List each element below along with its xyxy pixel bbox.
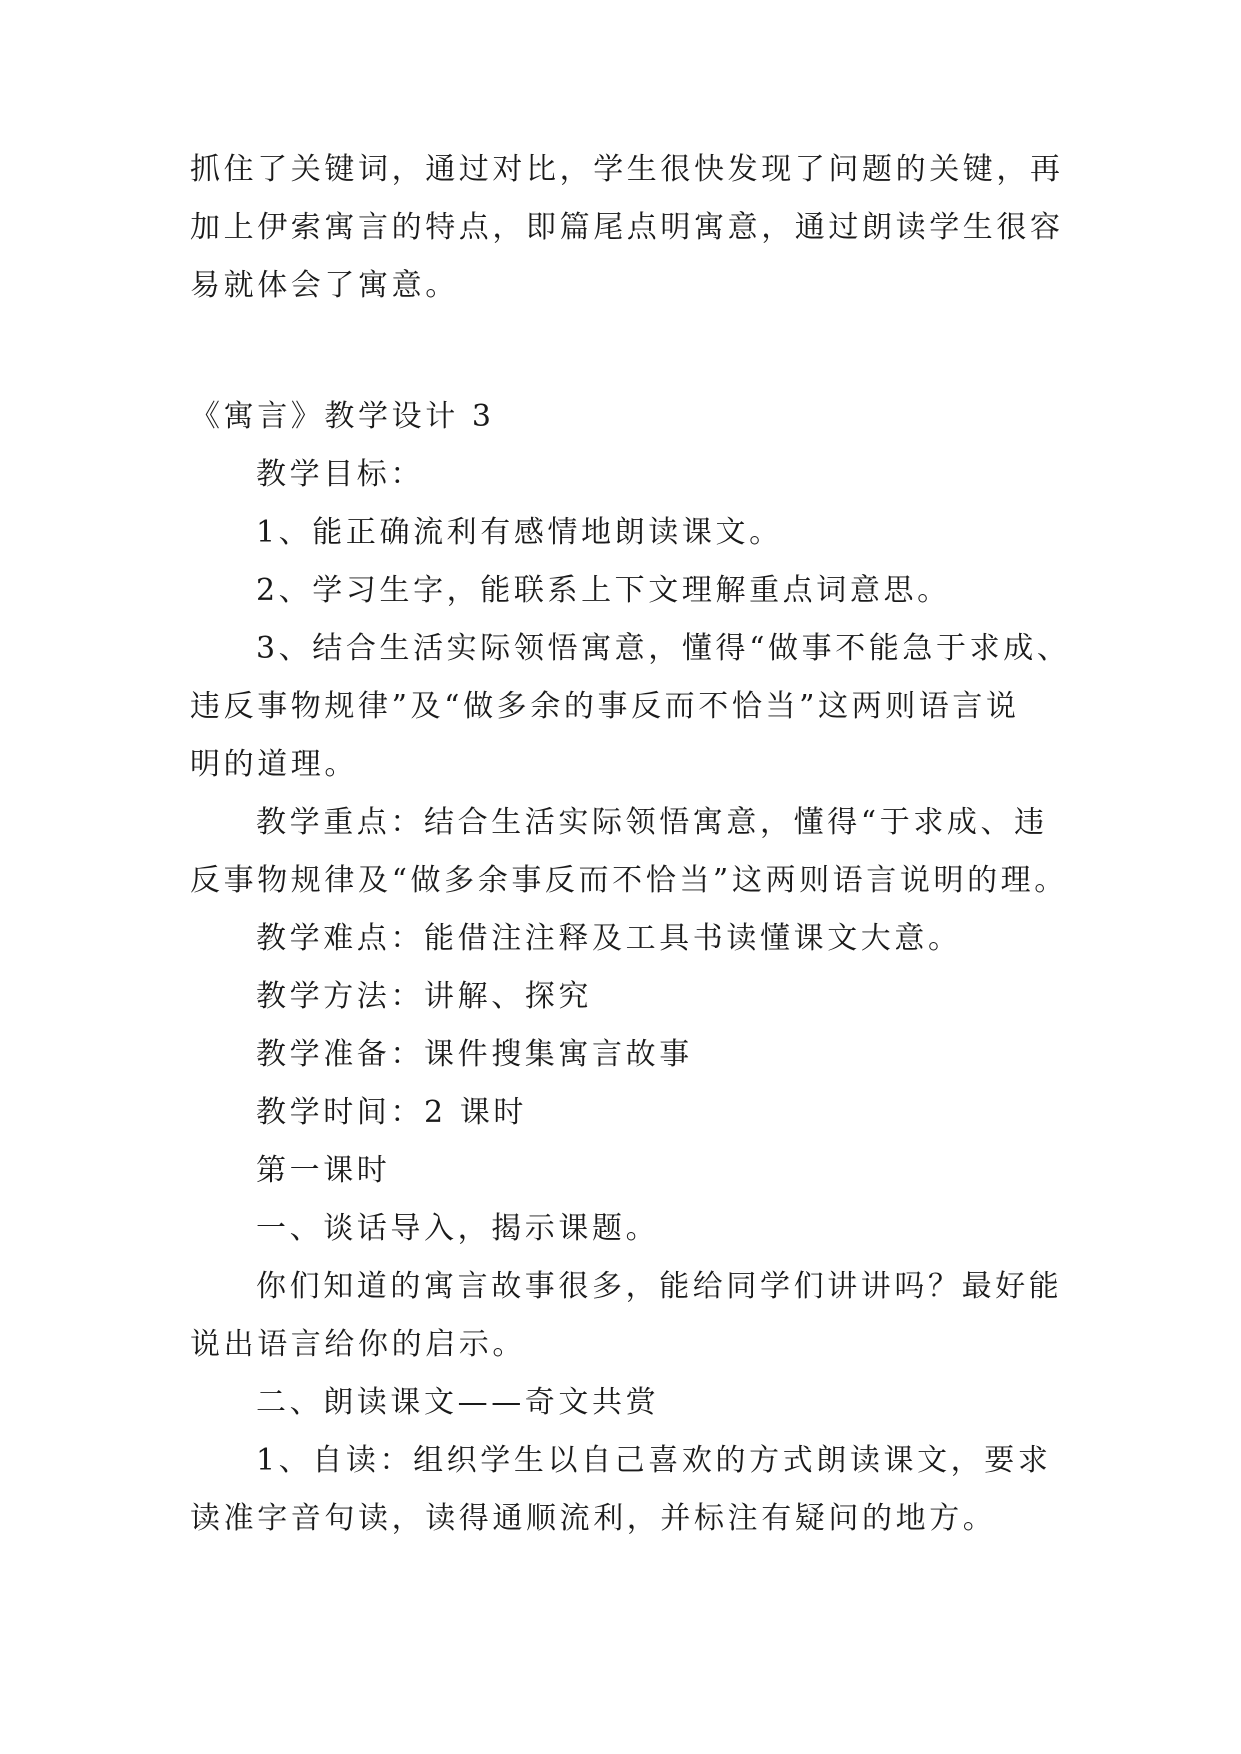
method: 教学方法：讲解、探究 — [256, 979, 592, 1014]
section-title: 《寓言》教学设计 3 — [190, 399, 495, 434]
paragraph-line: 易就体会了寓意。 — [190, 268, 459, 303]
step-two-item: 1、自读：组织学生以自己喜欢的方式朗读课文，要求 — [256, 1443, 1052, 1478]
paragraph-line: 加上伊索寓言的特点，即篇尾点明寓意，通过朗读学生很容 — [190, 210, 1064, 245]
goal-item-continued: 违反事物规律”及“做多余的事反而不恰当”这两则语言说 — [190, 689, 1020, 724]
step-one-text: 你们知道的寓言故事很多，能给同学们讲讲吗？最好能 — [256, 1269, 1063, 1304]
preparation: 教学准备：课件搜集寓言故事 — [256, 1037, 693, 1072]
paragraph-line: 抓住了关键词，通过对比，学生很快发现了问题的关键，再 — [190, 152, 1064, 187]
step-two-heading: 二、朗读课文——奇文共赏 — [256, 1385, 660, 1420]
time: 教学时间：2 课时 — [256, 1095, 528, 1130]
teaching-goals-heading: 教学目标： — [256, 457, 424, 492]
step-two-item-continued: 读准字音句读，读得通顺流利，并标注有疑问的地方。 — [190, 1501, 997, 1536]
goal-item: 2、学习生字，能联系上下文理解重点词意思。 — [256, 573, 951, 608]
key-point-continued: 反事物规律及“做多余事反而不恰当”这两则语言说明的理。 — [190, 863, 1068, 898]
goal-item: 1、能正确流利有感情地朗读课文。 — [256, 515, 783, 550]
step-one-text-continued: 说出语言给你的启示。 — [190, 1327, 526, 1362]
lesson-one-heading: 第一课时 — [256, 1153, 391, 1188]
key-point: 教学重点：结合生活实际领悟寓意，懂得“于求成、违 — [256, 805, 1048, 840]
difficulty: 教学难点：能借注注释及工具书读懂课文大意。 — [256, 921, 962, 956]
step-one-heading: 一、谈话导入，揭示课题。 — [256, 1211, 660, 1246]
goal-item: 3、结合生活实际领悟寓意，懂得“做事不能急于求成、 — [256, 631, 1071, 666]
goal-item-continued: 明的道理。 — [190, 747, 358, 782]
